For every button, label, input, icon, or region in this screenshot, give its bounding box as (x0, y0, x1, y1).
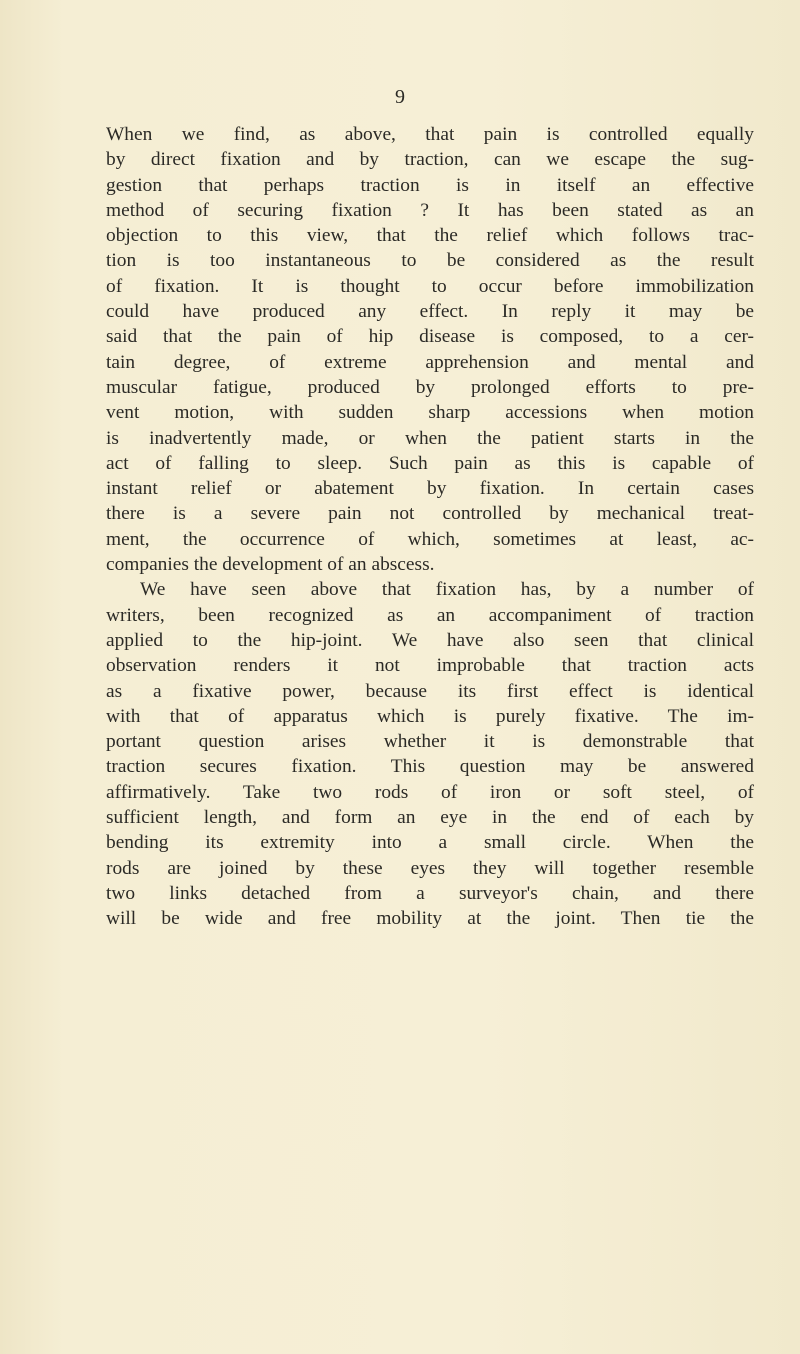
body-text (106, 122, 754, 932)
text-line: with that of apparatus which is purely fixative. The im- (106, 705, 754, 727)
text-line: applied to the hip-joint. We have also seen that clinical (106, 629, 754, 651)
text-line: could have produced any effect. In reply it may be (106, 301, 754, 323)
text-line: observation renders it not improbable that traction acts (106, 655, 754, 677)
text-line: is inadvertently made, or when the patient starts in the (106, 427, 754, 449)
text-line: affirmatively. Take two rods of iron or soft steel, of (106, 781, 754, 803)
text-line: writers, been recognized as an accompaniment of traction (106, 604, 754, 626)
text-line: objection to this view, that the relief which follows trac- (106, 225, 754, 247)
text-line: ment, the occurrence of which, sometimes at least, ac- (106, 528, 754, 550)
text-line: sufficient length, and form an eye in the end of each by (106, 807, 754, 829)
text-line: as a fixative power, because its first effect is identical (106, 680, 754, 702)
text-line: tion is too instantaneous to be considered as the result (106, 250, 754, 272)
text-line: method of securing fixation ? It has been stated as an (106, 199, 754, 221)
text-line: vent motion, with sudden sharp accessions when motion (106, 402, 754, 424)
text-line: When we find, as above, that pain is controlled equally (106, 124, 754, 145)
text-line: there is a severe pain not controlled by mechanical treat- (106, 503, 754, 525)
text-line: traction secures fixation. This question may be answered (106, 756, 754, 778)
text-line: of fixation. It is thought to occur before immobilization (106, 275, 754, 297)
page-number: 9 (395, 86, 405, 108)
text-line: bending its extremity into a small circle. When the (106, 832, 754, 854)
text-line: two links detached from a surveyor's chain, and there (106, 882, 754, 904)
text-line: act of falling to sleep. Such pain as this is capable of (106, 452, 754, 474)
text-line: We have seen above that fixation has, by a number of (140, 579, 754, 601)
text-line: said that the pain of hip disease is composed, to a cer- (106, 326, 754, 348)
text-line: muscular fatigue, produced by prolonged efforts to pre- (106, 376, 754, 398)
text-line: tain degree, of extreme apprehension and mental and (106, 351, 754, 373)
text-line: by direct fixation and by traction, can we escape the sug- (106, 149, 754, 171)
text-line: companies the development of an abscess. (106, 554, 435, 576)
text-line: portant question arises whether it is demonstrable that (106, 731, 754, 753)
text-line: rods are joined by these eyes they will together resemble (106, 857, 754, 879)
text-line: will be wide and free mobility at the joint. Then tie the (106, 908, 754, 930)
text-line: gestion that perhaps traction is in itself an effective (106, 174, 754, 196)
text-line: instant relief or abatement by fixation. In certain cases (106, 478, 754, 500)
